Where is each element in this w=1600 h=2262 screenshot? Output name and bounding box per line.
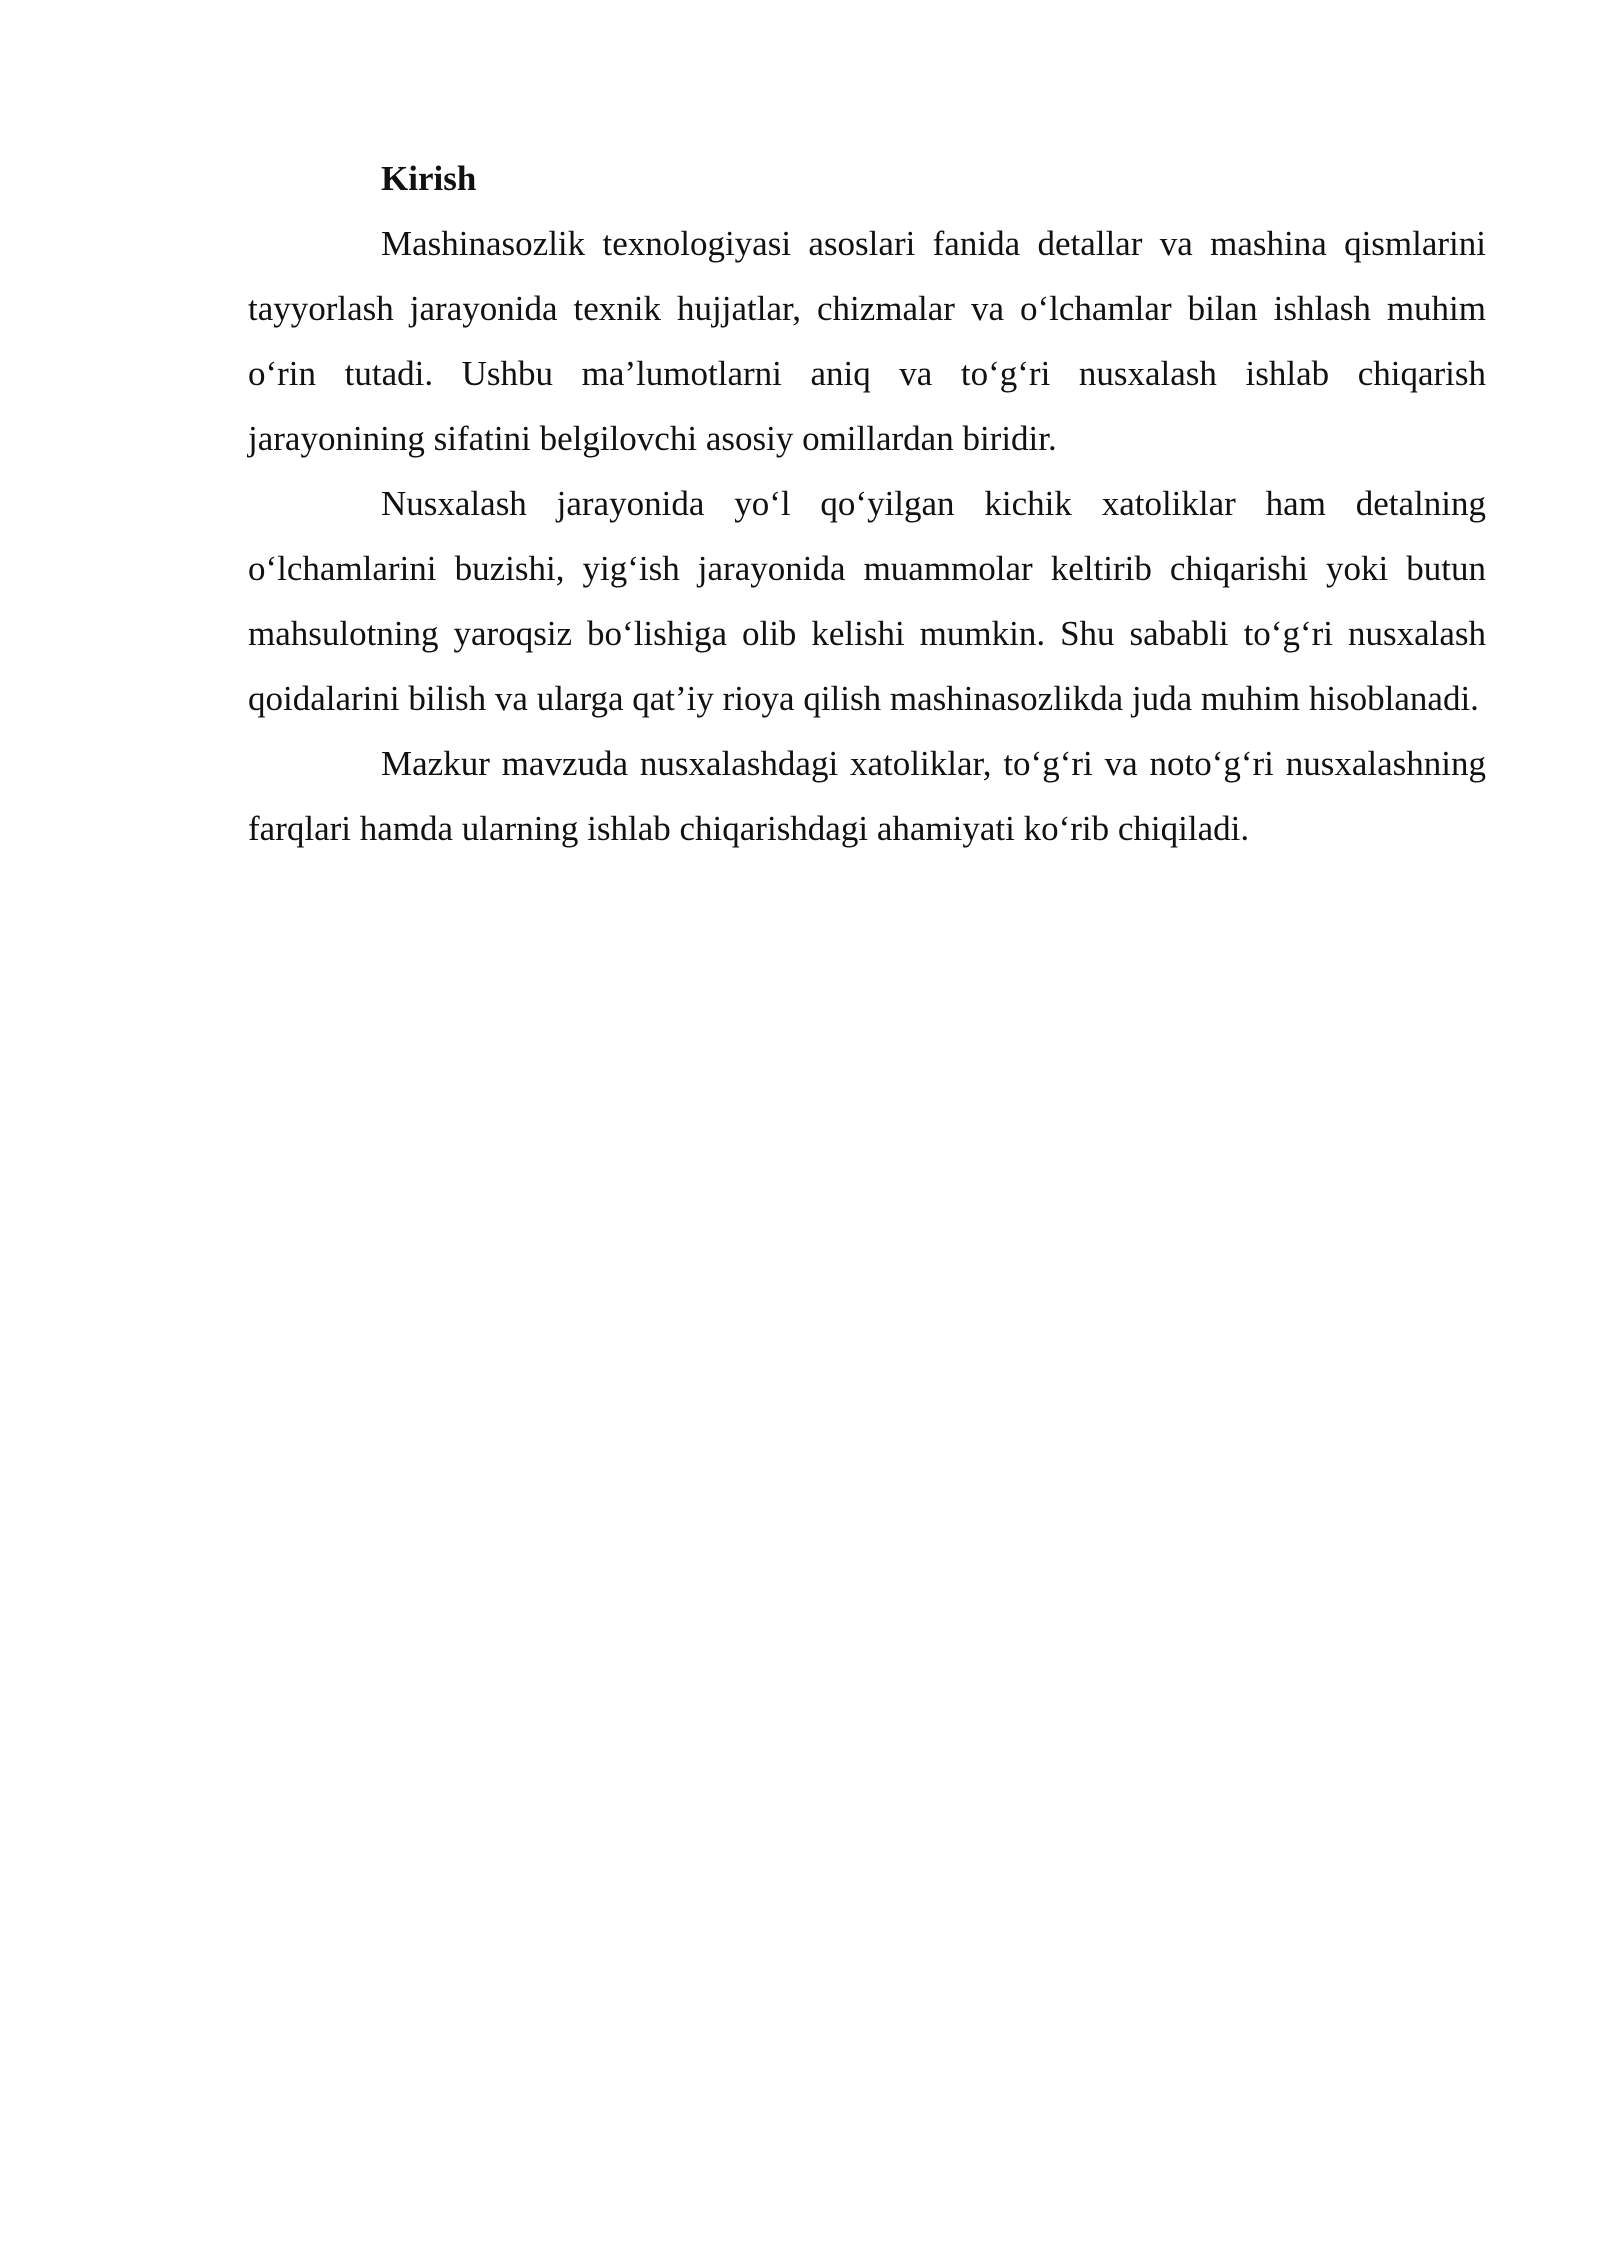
paragraph-3: Mazkur mavzuda nusxalashdagi xatoliklar, to‘g‘ri va noto‘g‘ri nusxalashning farqlari hamda ularning ishlab chiqarishdagi ahamiyati ko‘rib chiqiladi.: [248, 744, 1486, 848]
paragraph-2: Nusxalash jarayonida yo‘l qo‘yilgan kichik xatoliklar ham detalning o‘lchamlarini buzishi, yig‘ish jarayonida muammolar keltirib chiqarishi yoki butun mahsulotning yaroqsiz bo‘lishiga olib kelishi mumkin. Shu sababli to‘g‘ri nusxalash qoidalarini bilish va ularga qat’iy rioya qilish mashinasozlikda juda muhim hisoblanadi.: [248, 484, 1486, 718]
section-heading: Kirish: [381, 159, 477, 198]
paragraph-1: Mashinasozlik texnologiyasi asoslari fanida detallar va mashina qismlarini tayyorlash jarayonida texnik hujjatlar, chizmalar va o‘lchamlar bilan ishlash muhim o‘rin tutadi. Ushbu ma’lumotlarni aniq va to‘g‘ri nusxalash ishlab chiqarish jarayonining sifatini belgilovchi asosiy omillardan biridir.: [248, 224, 1486, 458]
document-body: [248, 146, 1486, 861]
